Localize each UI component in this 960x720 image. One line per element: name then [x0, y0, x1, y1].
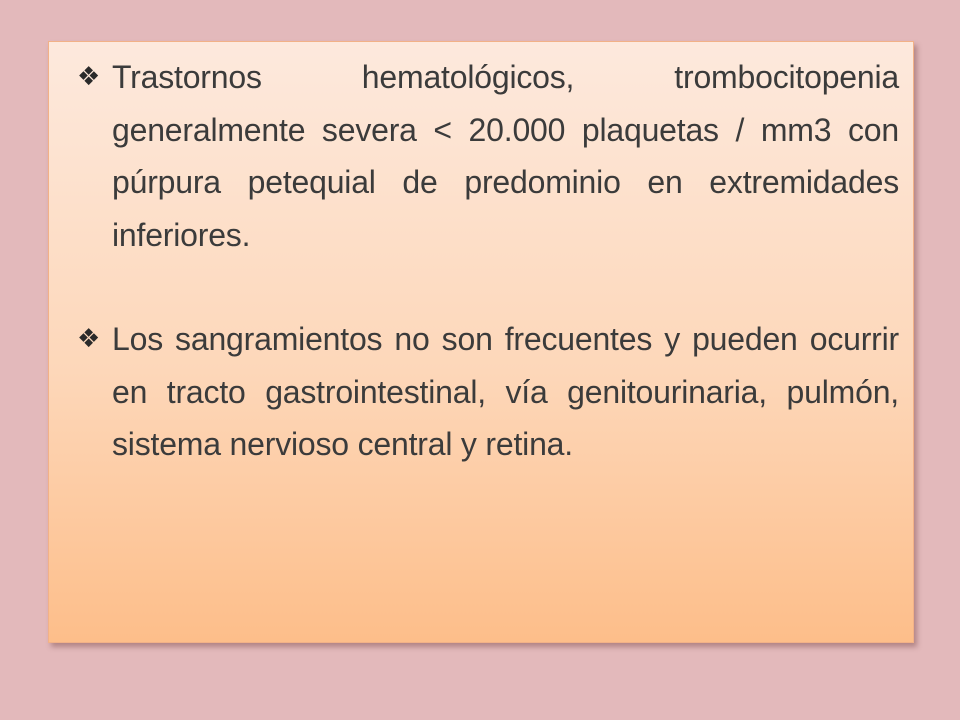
four-diamond-ornament-icon: ❖: [77, 324, 101, 354]
content-text-box: [48, 41, 914, 643]
bullet-list: [67, 51, 899, 471]
bullet-text-hematologic: Trastornos hematológicos, trombocitopenia generalmente severa < 20.000 plaquetas / mm3 con púrpura petequial de predominio en extremidades inferiores.: [112, 59, 899, 253]
four-diamond-ornament-icon: ❖: [77, 62, 101, 92]
bullet-item-bleeding: [67, 313, 899, 471]
bullet-text-bleeding: Los sangramientos no son frecuentes y pueden ocurrir en tracto gastrointestinal, vía genitourinaria, pulmón, sistema nervioso central y retina.: [112, 321, 899, 462]
bullet-item-hematologic: [67, 51, 899, 261]
